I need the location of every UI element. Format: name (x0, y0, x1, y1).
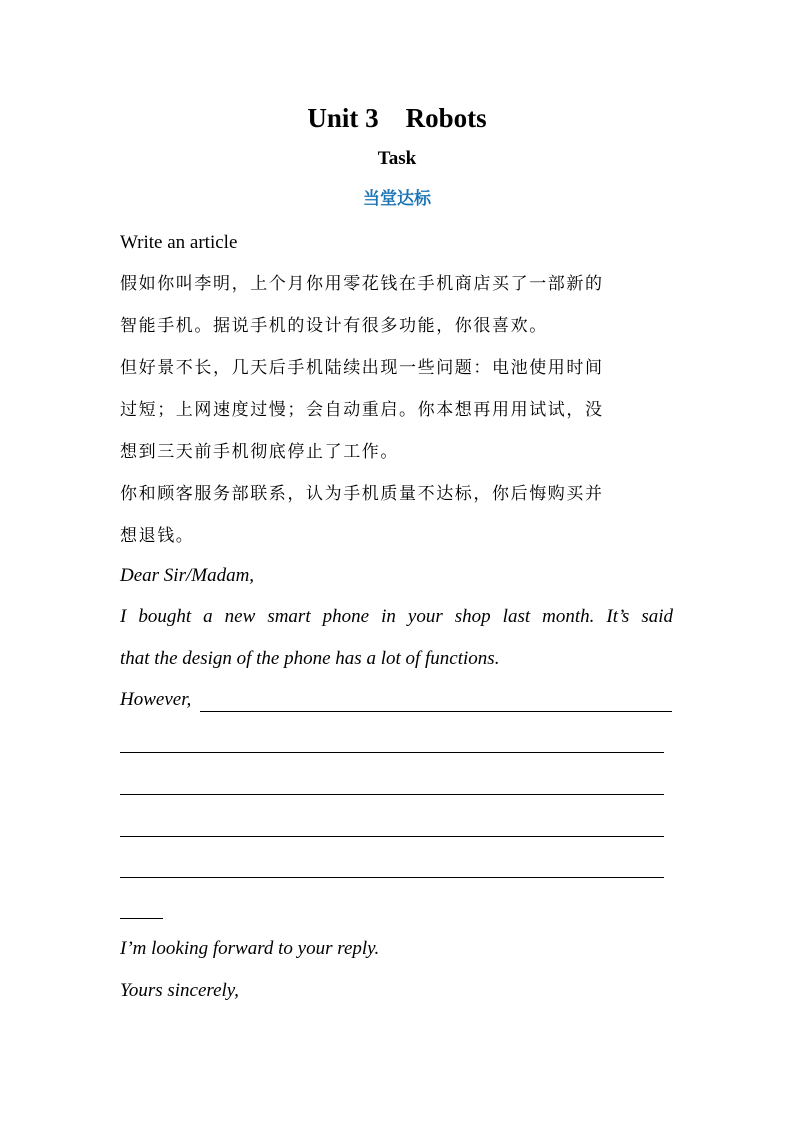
writing-blank-line[interactable] (200, 711, 672, 712)
writing-blank-line[interactable] (120, 752, 664, 753)
prompt-line: 过短；上网速度过慢；会自动重启。你本想再用用试试，没 (120, 400, 604, 420)
writing-blank-line[interactable] (120, 918, 163, 919)
writing-blank-line[interactable] (120, 794, 664, 795)
letter-signoff: Yours sincerely, (120, 980, 239, 1001)
writing-blank-line[interactable] (120, 836, 664, 837)
instruction-text: Write an article (120, 232, 238, 253)
letter-closing: I’m looking forward to your reply. (120, 938, 380, 959)
prompt-line: 想退钱。 (120, 526, 195, 546)
letter-opening-line: that the design of the phone has a lot of functions. (120, 648, 500, 669)
page-subtitle: Task (377, 148, 417, 169)
prompt-line: 智能手机。据说手机的设计有很多功能，你很喜欢。 (120, 316, 548, 336)
prompt-line: 想到三天前手机彻底停止了工作。 (120, 442, 399, 462)
letter-greeting: Dear Sir/Madam, (120, 565, 255, 586)
writing-blank-line[interactable] (120, 877, 664, 878)
page-title: Unit 3 Robots (307, 103, 487, 133)
section-heading: 当堂达标 (363, 189, 431, 209)
prompt-line: 假如你叫李明，上个月你用零花钱在手机商店买了一部新的 (120, 274, 604, 294)
however-label: However, (120, 689, 192, 710)
letter-opening-line: I bought a new smart phone in your shop last month. It’s said (120, 606, 673, 627)
prompt-line: 你和顾客服务部联系，认为手机质量不达标，你后悔购买并 (120, 484, 604, 504)
prompt-line: 但好景不长，几天后手机陆续出现一些问题：电池使用时间 (120, 358, 604, 378)
